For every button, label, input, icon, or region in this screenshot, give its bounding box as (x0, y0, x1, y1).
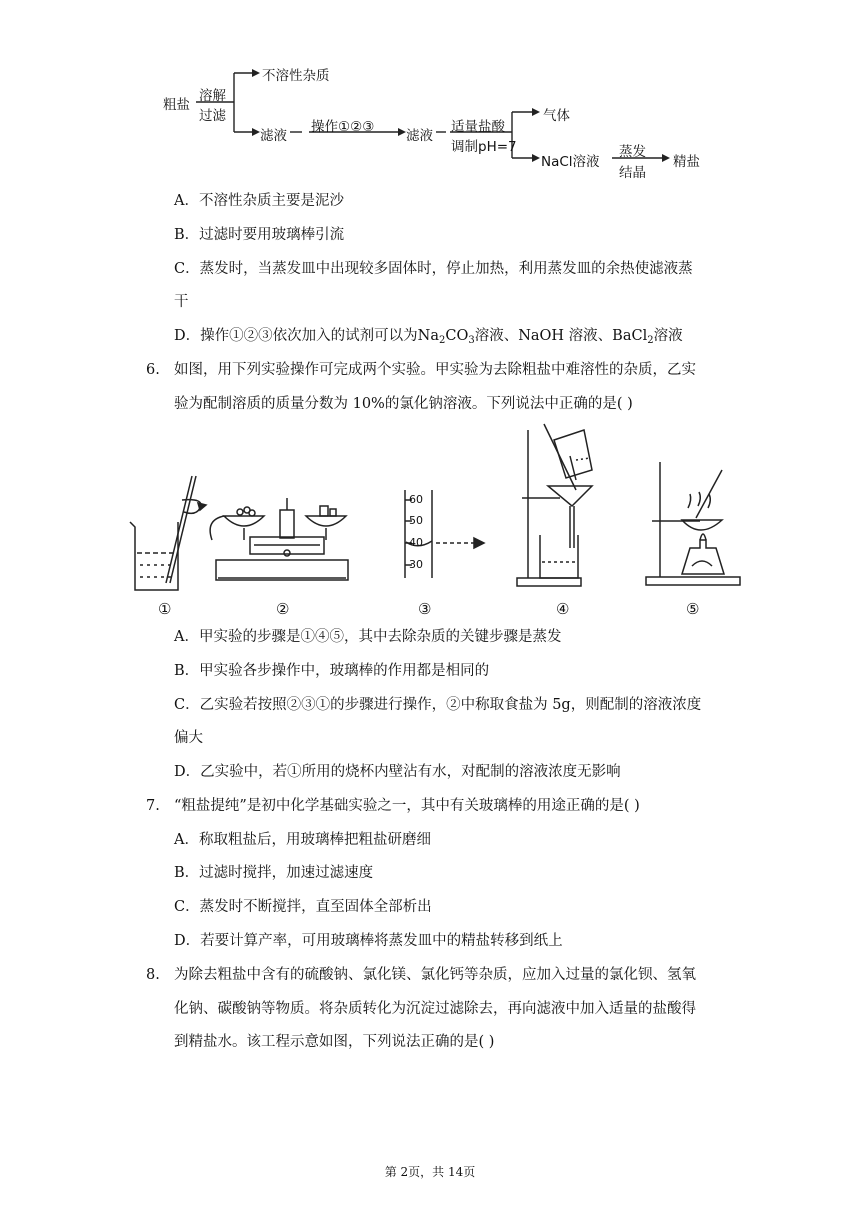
q5-option-a: A．不溶性杂质主要是泥沙 (174, 193, 344, 209)
q8-stem-line1: 为除去粗盐中含有的硫酸钠、氯化镁、氯化钙等杂质，应加入过量的氯化钡、氢氧 (174, 967, 696, 983)
filtration-drawing (517, 424, 592, 586)
q7-option-a: A．称取粗盐后，用玻璃棒把粗盐研磨细 (174, 832, 431, 848)
q5-option-c-line1: C．蒸发时，当蒸发皿中出现较多固体时，停止加热，利用蒸发皿的余热使滤液蒸 (174, 261, 693, 277)
flow-nacl-solution: NaCl溶液 (541, 154, 600, 170)
flow-crude-salt: 粗盐 (163, 97, 190, 113)
q7-stem: “粗盐提纯”是初中化学基础实验之一，其中有关玻璃棒的用途正确的是( ) (174, 798, 640, 814)
q5-option-b: B．过滤时要用玻璃棒引流 (174, 227, 345, 243)
q7-number: 7. (146, 798, 160, 814)
q6-stem-line2: 验为配制溶质的质量分数为 10%的氯化钠溶液。下列说法中正确的是( ) (174, 396, 633, 412)
q5-option-c-line2: 干 (174, 294, 189, 310)
cylinder-tick-50: 50 (409, 514, 423, 527)
flow-filtrate-1: 滤液 (260, 128, 287, 144)
evaporation-drawing (646, 462, 740, 585)
flow-insoluble: 不溶性杂质 (262, 68, 330, 84)
flow-filter: 过滤 (199, 108, 226, 124)
figure-label-3: ③ (418, 600, 432, 618)
q6-option-c-line2: 偏大 (174, 730, 203, 746)
q8-stem-line3: 到精盐水。该工程示意如图，下列说法正确的是( ) (174, 1034, 495, 1050)
q8-number: 8. (146, 967, 160, 983)
balance-drawing (210, 498, 348, 580)
flow-adjust-ph: 调制pH=7 (451, 139, 517, 155)
q7-option-d: D．若要计算产率，可用玻璃棒将蒸发皿中的精盐转移到纸上 (174, 933, 563, 949)
cylinder-tick-60: 60 (409, 493, 423, 506)
q6-option-a: A．甲实验的步骤是①④⑤，其中去除杂质的关键步骤是蒸发 (174, 629, 562, 645)
flow-filtrate-2: 滤液 (406, 128, 433, 144)
beaker-stirring-drawing (130, 476, 206, 590)
q7-option-b: B．过滤时搅拌，加速过滤速度 (174, 865, 374, 881)
flow-crystallize: 结晶 (619, 165, 646, 181)
cylinder-tick-40: 40 (409, 536, 423, 549)
figure-label-5: ⑤ (686, 600, 700, 618)
q6-option-c-line1: C．乙实验若按照②③①的步骤进行操作，②中称取食盐为 5g，则配制的溶液浓度 (174, 697, 702, 713)
q5-option-d: D．操作①②③依次加入的试剂可以为$Na_2CO_3$溶液、NaOH 溶液、BaCl$_2$溶液 (174, 328, 683, 346)
q6-stem-line1: 如图，用下列实验操作可完成两个实验。甲实验为去除粗盐中难溶性的杂质，乙实 (174, 362, 696, 378)
flow-gas: 气体 (543, 108, 570, 124)
page-footer: 第 2页，共 14页 (384, 1165, 476, 1179)
cylinder-tick-30: 30 (409, 558, 423, 571)
flow-dissolve: 溶解 (199, 88, 226, 104)
figure-label-4: ④ (556, 600, 570, 618)
figure-label-1: ① (158, 600, 172, 618)
q6-option-b: B．甲实验各步操作中，玻璃棒的作用都是相同的 (174, 663, 490, 679)
flow-evaporate: 蒸发 (619, 144, 646, 160)
q6-number: 6. (146, 362, 160, 378)
flow-refined-salt: 精盐 (673, 154, 700, 170)
flow-acid: 适量盐酸 (451, 119, 505, 135)
flow-operation: 操作①②③ (311, 119, 375, 135)
q6-option-d: D．乙实验中，若①所用的烧杯内壁沾有水，对配制的溶液浓度无影响 (174, 764, 621, 780)
q8-stem-line2: 化钠、碳酸钠等物质。将杂质转化为沉淀过滤除去，再向滤液中加入适量的盐酸得 (174, 1001, 696, 1017)
q7-option-c: C．蒸发时不断搅拌，直至固体全部析出 (174, 899, 432, 915)
figure-label-2: ② (276, 600, 290, 618)
